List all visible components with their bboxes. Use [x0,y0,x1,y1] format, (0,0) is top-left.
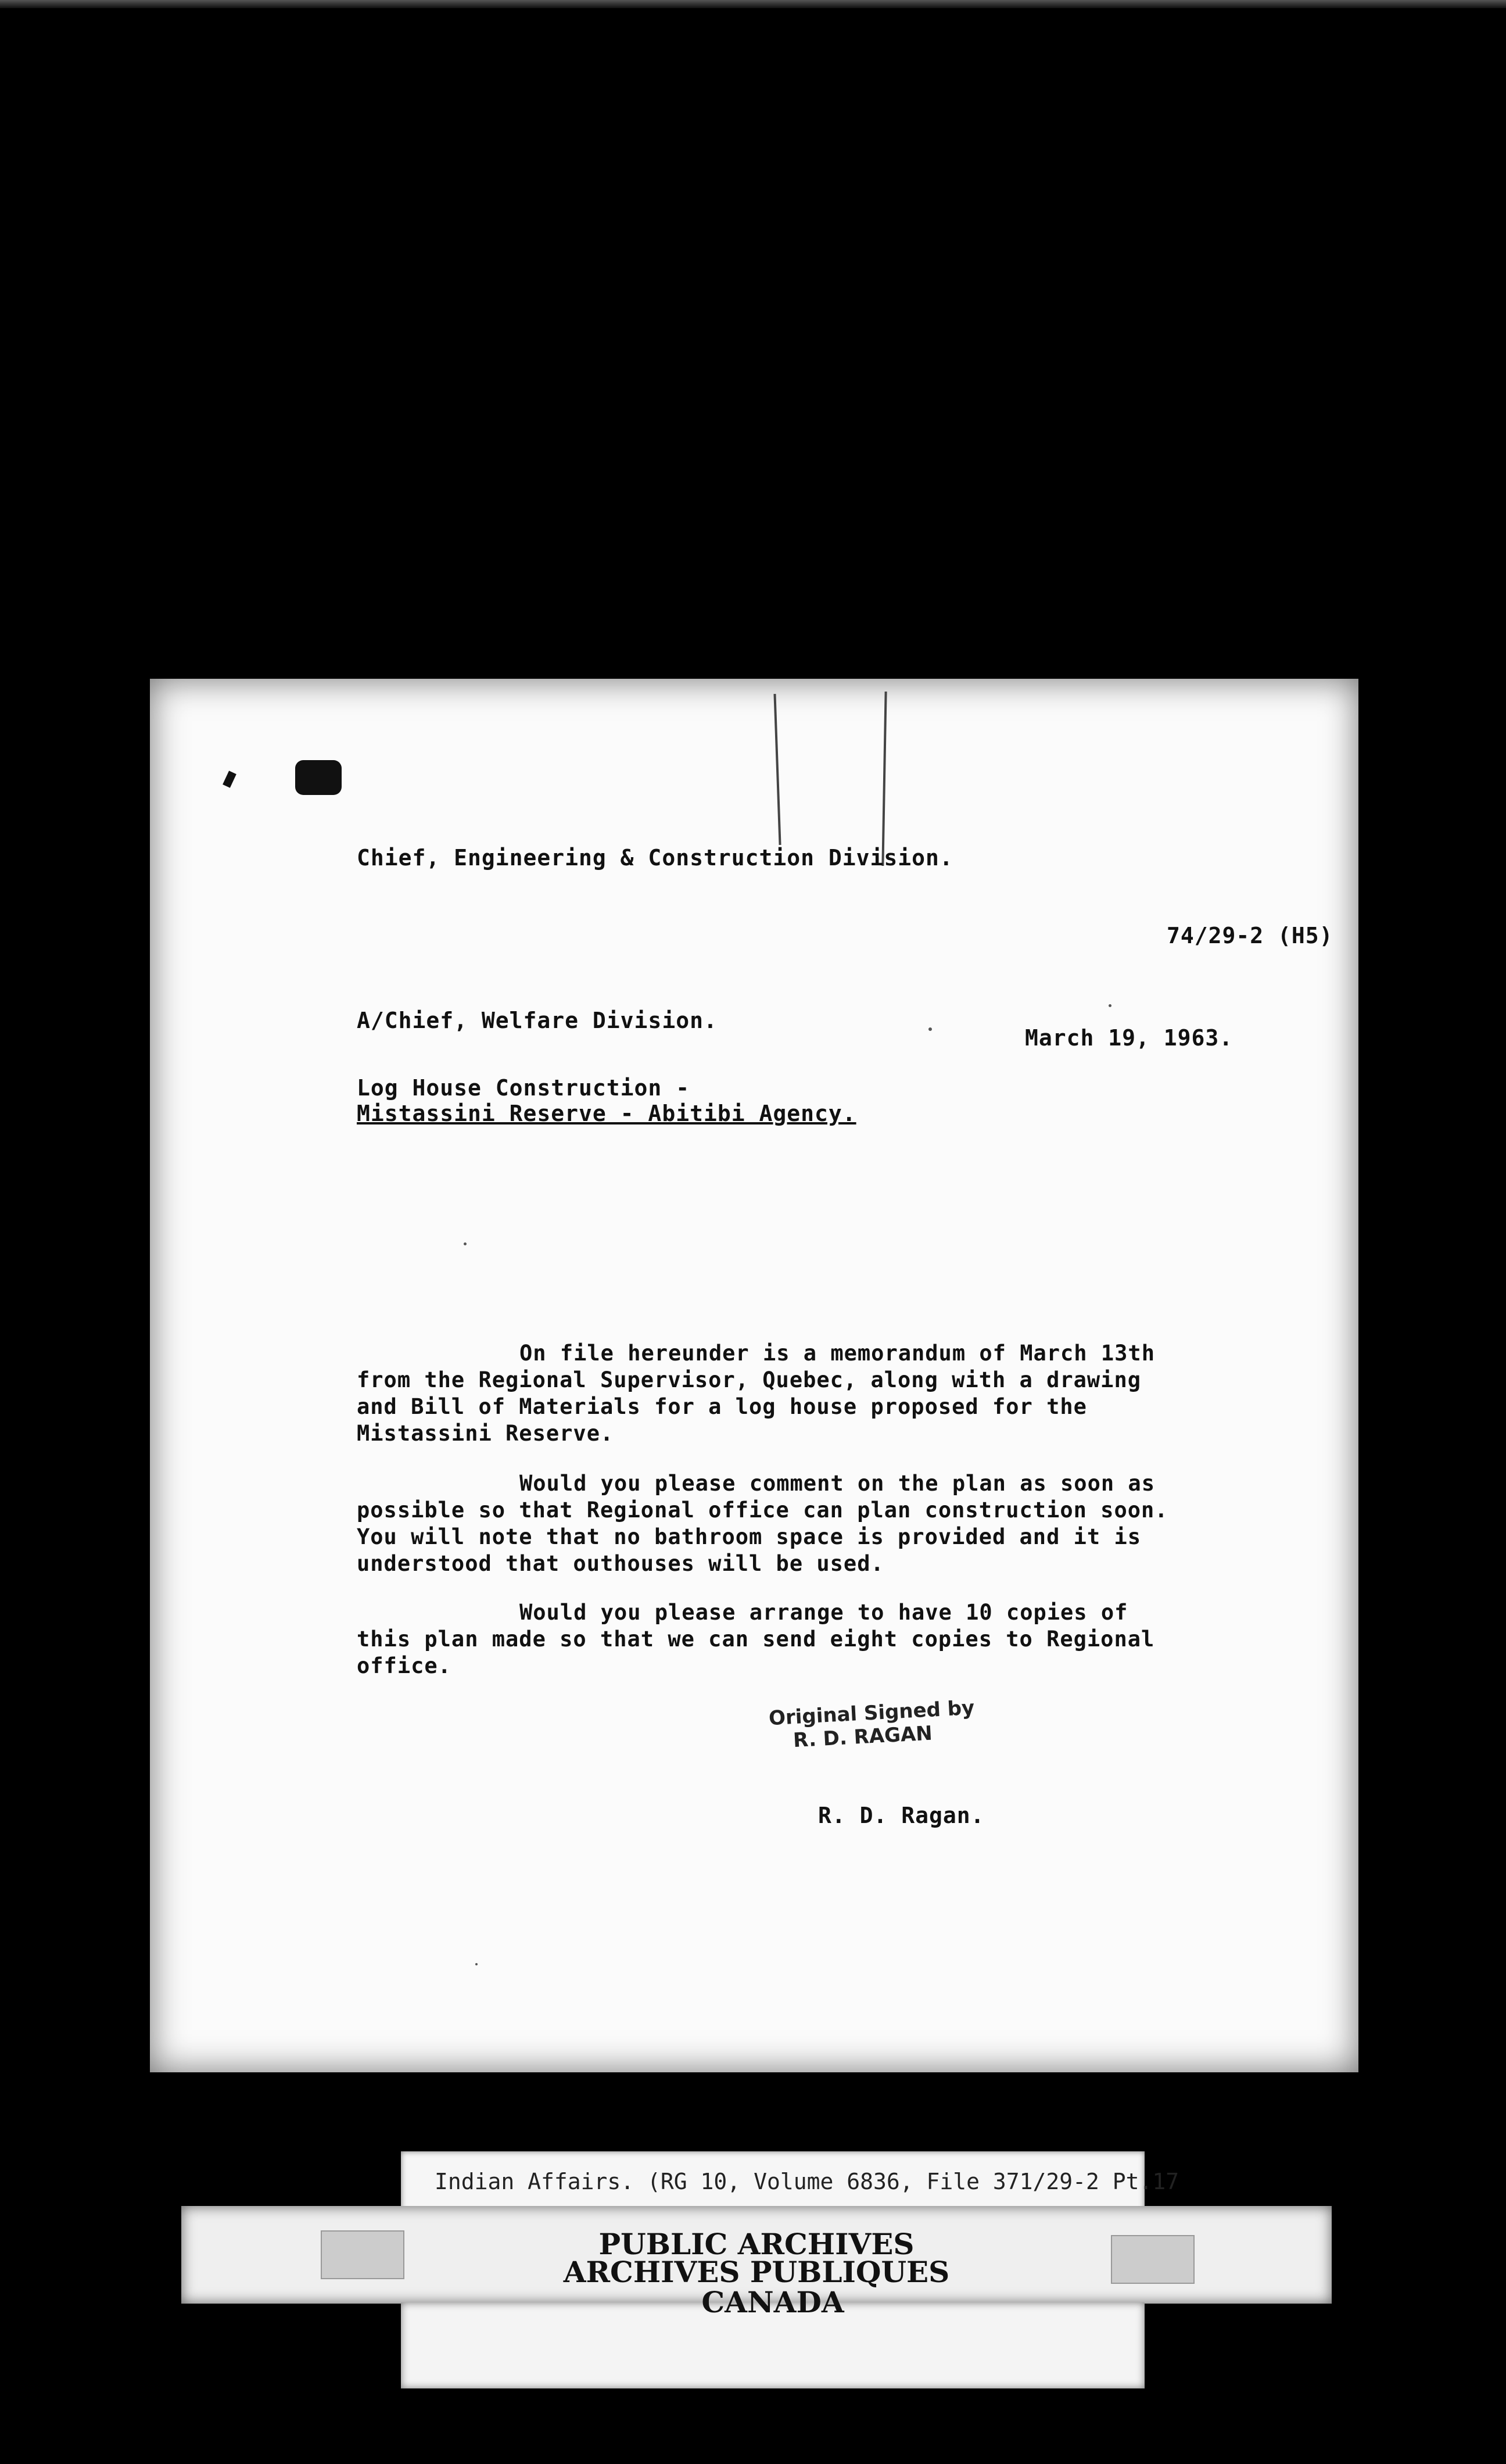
signature-stamp [768,1696,976,1753]
paragraph-1-line: from the Regional Supervisor, Quebec, along with a drawing [357,1367,1142,1392]
subject-line-2: Mistassini Reserve - Abitibi Agency. [357,1101,856,1126]
paper-speck [928,1027,932,1031]
letter-sheet [150,679,1358,2072]
recipient-line: Chief, Engineering & Construction Division. [357,845,953,871]
signature-stamp-line-1: Original Signed by [768,1696,976,1731]
paper-speck [1109,1004,1111,1007]
paragraph-3-line: Would you please arrange to have 10 copies of [519,1600,1128,1625]
letter-date: March 19, 1963. [1025,1025,1234,1051]
signature-stamp-line-2: R. D. RAGAN [793,1721,933,1753]
fold-line-right [881,692,887,866]
archive-name-fr: ARCHIVES PUBLIQUES [563,2255,950,2289]
clip-mark [295,760,342,795]
film-top-edge [0,0,1506,8]
file-number: 74/29-2 (H5) [1167,923,1333,948]
corner-mark [223,771,236,787]
archive-name-en: PUBLIC ARCHIVES [598,2227,915,2261]
archive-banner-lower [401,2285,1145,2388]
subject-line-1: Log House Construction - [357,1075,690,1101]
paragraph-3-line: office. [357,1653,451,1678]
archive-country: CANADA [701,2285,844,2319]
paragraph-1-line: Mistassini Reserve. [357,1421,614,1446]
paragraph-2-line: Would you please comment on the plan as soon as [519,1471,1155,1496]
fold-line-left [773,694,781,845]
paragraph-1-line: and Bill of Materials for a log house proposed for the [357,1394,1087,1419]
paper-speck [475,1963,478,1965]
paragraph-2-line: understood that outhouses will be used. [357,1551,884,1576]
paragraph-1-line: On file hereunder is a memorandum of March 13th [519,1341,1155,1366]
sender-line: A/Chief, Welfare Division. [357,1008,718,1033]
paragraph-3-line: this plan made so that we can send eight copies to Regional [357,1627,1155,1652]
typed-signature: R. D. Ragan. [818,1803,985,1828]
paragraph-2-line: You will note that no bathroom space is provided and it is [357,1524,1142,1549]
paragraph-2-line: possible so that Regional office can plan construction soon. [357,1498,1168,1523]
archive-reference-text: Indian Affairs. (RG 10, Volume 6836, File 371/29-2 Pt.17 [435,2169,1179,2194]
paper-speck [464,1242,467,1245]
